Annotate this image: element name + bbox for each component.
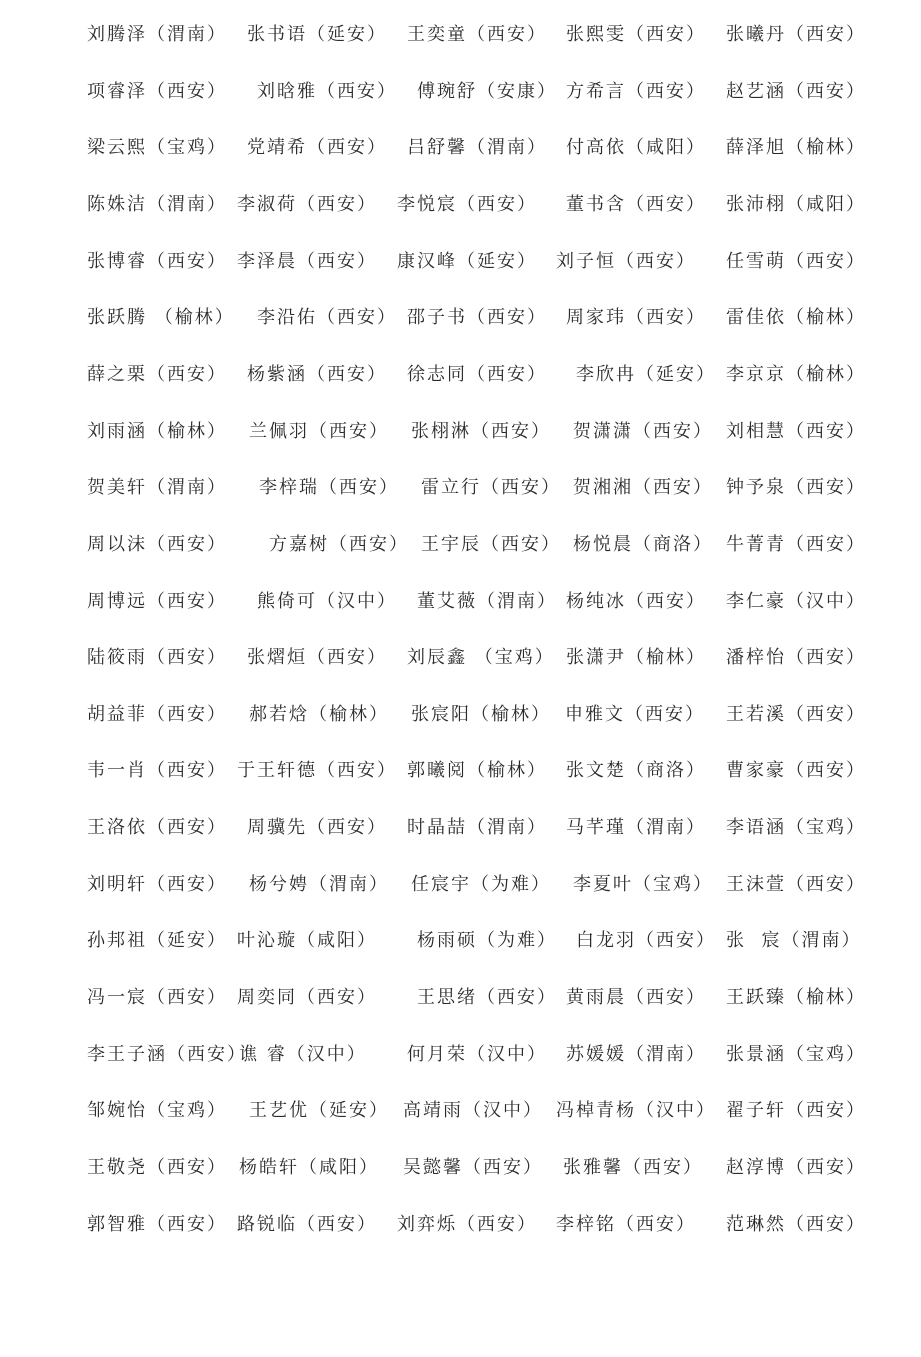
- name-entry: 刘辰鑫 （宝鸡）: [407, 647, 555, 669]
- name-entry: 刘腾泽（渭南）: [87, 24, 227, 45]
- name-entry: 郭曦阅（榆林）: [407, 760, 547, 782]
- name-entry: 孙邦祖（延安）: [87, 930, 227, 952]
- name-entry: 贺潇潇（西安）: [573, 420, 713, 442]
- name-entry: 李梓铭（西安）: [556, 1213, 696, 1235]
- name-entry: 李沿佑（西安）: [257, 307, 397, 329]
- name-entry: 陈姝洁（渭南）: [87, 193, 227, 215]
- name-entry: 张博睿（西安）: [87, 250, 227, 272]
- name-entry: 王沫萱（西安）: [726, 873, 866, 895]
- name-entry: 李京京（榆林）: [726, 363, 866, 385]
- name-entry: 钟予泉（西安）: [726, 477, 866, 499]
- name-entry: 梁云熙（宝鸡）: [87, 137, 227, 159]
- name-entry: 高靖雨（汉中）: [403, 1100, 543, 1122]
- name-entry: 黄雨晨（西安）: [566, 987, 706, 1009]
- name-entry: 路锐临（西安）: [237, 1213, 377, 1235]
- name-entry: 刘晗雅（西安）: [257, 80, 397, 102]
- name-entry: 李泽晨（西安）: [237, 250, 377, 272]
- name-row: [0, 1210, 921, 1240]
- name-entry: 时晶喆（渭南）: [407, 817, 547, 839]
- name-row: [0, 926, 921, 956]
- name-entry: 李梓瑞（西安）: [259, 477, 399, 499]
- name-entry: 薛泽旭（榆林）: [726, 137, 866, 159]
- name-row: [0, 813, 921, 843]
- name-entry: 邹婉怡（宝鸡）: [87, 1100, 227, 1122]
- name-row: [0, 643, 921, 673]
- name-entry: 张文楚（商洛）: [566, 760, 706, 782]
- name-entry: 申雅文（西安）: [565, 703, 705, 725]
- name-entry: 牛菁青（西安）: [726, 533, 866, 555]
- name-entry: 李悦宸（西安）: [397, 193, 537, 215]
- name-entry: 王奕童（西安）: [407, 24, 547, 45]
- name-entry: 冯棹青杨（汉中）: [556, 1100, 716, 1122]
- name-entry: 雷立行（西安）: [421, 477, 561, 499]
- name-entry: 谯 睿（汉中）: [239, 1043, 367, 1065]
- name-entry: 杨皓轩（咸阳）: [239, 1157, 379, 1178]
- name-entry: 张沛栩（咸阳）: [726, 193, 866, 215]
- name-entry: 赵艺涵（西安）: [726, 80, 866, 102]
- name-entry: 张曦丹（西安）: [726, 24, 866, 45]
- name-entry: 于王轩德（西安）: [237, 760, 397, 782]
- name-row: [0, 417, 921, 447]
- name-entry: 王敬尧（西安）: [87, 1157, 227, 1178]
- name-row: [0, 983, 921, 1013]
- name-entry: 方希言（西安）: [566, 80, 706, 102]
- name-row: [0, 190, 921, 220]
- name-entry: 张 宸（渭南）: [726, 930, 862, 952]
- name-entry: 项睿泽（西安）: [87, 80, 227, 102]
- name-entry: 雷佳依（榆林）: [726, 307, 866, 329]
- name-entry: 曹家豪（西安）: [726, 760, 866, 782]
- name-entry: 何月荣（汉中）: [407, 1043, 547, 1065]
- name-entry: 刘弈烁（西安）: [397, 1213, 537, 1235]
- name-entry: 董艾薇（渭南）: [417, 590, 557, 612]
- name-entry: 杨雨硕（为难）: [417, 930, 557, 952]
- name-entry: 李仁豪（汉中）: [726, 590, 866, 612]
- name-entry: 韦一肖（西安）: [87, 760, 227, 782]
- name-entry: 叶沁璇（咸阳）: [237, 930, 377, 952]
- name-row: [0, 473, 921, 503]
- name-entry: 赵淳博（西安）: [726, 1157, 866, 1178]
- name-entry: 郭智雅（西安）: [87, 1213, 227, 1235]
- name-entry: 方嘉树（西安）: [269, 533, 409, 555]
- name-entry: 周家玮（西安）: [566, 307, 706, 329]
- name-entry: 傅琬舒（安康）: [417, 80, 557, 102]
- name-entry: 刘相慧（西安）: [726, 420, 866, 442]
- name-entry: 张熙雯（西安）: [566, 24, 706, 45]
- name-entry: 冯一宸（西安）: [87, 987, 227, 1009]
- name-entry: 任雪萌（西安）: [726, 250, 866, 272]
- name-entry: 范琳然（西安）: [726, 1213, 866, 1235]
- name-entry: 董书含（西安）: [566, 193, 706, 215]
- name-row: [0, 1153, 921, 1183]
- name-entry: 潘梓怡（西安）: [726, 647, 866, 669]
- name-row: [0, 133, 921, 163]
- name-entry: 王洛依（西安）: [87, 817, 227, 839]
- name-row: [0, 1096, 921, 1126]
- name-entry: 马芊瑾（渭南）: [566, 817, 706, 839]
- name-row: [0, 700, 921, 730]
- name-entry: 刘子恒（西安）: [556, 250, 696, 272]
- name-row: [0, 756, 921, 786]
- name-entry: 任宸宇（为难）: [411, 873, 551, 895]
- name-entry: 党靖希（西安）: [247, 137, 387, 159]
- name-row: [0, 587, 921, 617]
- name-row: [0, 530, 921, 560]
- name-entry: 张雅馨（西安）: [563, 1157, 703, 1178]
- name-entry: 张跃腾 （榆林）: [87, 307, 235, 329]
- name-entry: 陆筱雨（西安）: [87, 647, 227, 669]
- name-entry: 周骥先（西安）: [247, 817, 387, 839]
- name-entry: 李淑荷（西安）: [237, 193, 377, 215]
- name-entry: 吕舒馨（渭南）: [407, 137, 547, 159]
- name-entry: 康汉峰（延安）: [397, 250, 537, 272]
- name-entry: 兰佩羽（西安）: [249, 420, 389, 442]
- name-entry: 胡益菲（西安）: [87, 703, 227, 725]
- name-entry: 徐志同（西安）: [407, 363, 547, 385]
- name-row: [0, 20, 921, 50]
- name-entry: 杨纯冰（西安）: [566, 590, 706, 612]
- name-entry: 贺美轩（渭南）: [87, 477, 227, 499]
- name-entry: 张熠烜（西安）: [247, 647, 387, 669]
- name-row: [0, 77, 921, 107]
- name-row: [0, 1040, 921, 1070]
- name-entry: 杨紫涵（西安）: [247, 363, 387, 385]
- name-entry: 苏媛媛（渭南）: [566, 1043, 706, 1065]
- name-row: [0, 870, 921, 900]
- name-entry: 李欣冉（延安）: [576, 363, 716, 385]
- name-entry: 周博远（西安）: [87, 590, 227, 612]
- name-entry: 杨悦晨（商洛）: [573, 533, 713, 555]
- name-entry: 杨兮娉（渭南）: [249, 873, 389, 895]
- name-entry: 吴懿馨（西安）: [403, 1157, 543, 1178]
- name-entry: 张栩淋（西安）: [411, 420, 551, 442]
- name-entry: 王若溪（西安）: [726, 703, 866, 725]
- name-entry: 熊倚可（汉中）: [257, 590, 397, 612]
- name-entry: 王宇辰（西安）: [421, 533, 561, 555]
- name-entry: 薛之栗（西安）: [87, 363, 227, 385]
- name-entry: 白龙羽（西安）: [576, 930, 716, 952]
- name-row: [0, 247, 921, 277]
- name-entry: 张景涵（宝鸡）: [726, 1043, 866, 1065]
- name-entry: 张书语（延安）: [247, 24, 387, 45]
- name-entry: 王艺优（延安）: [249, 1100, 389, 1122]
- name-entry: 王思绪（西安）: [417, 987, 557, 1009]
- name-entry: 王跃臻（榆林）: [726, 987, 866, 1009]
- name-row: [0, 360, 921, 390]
- name-entry: 贺湘湘（西安）: [573, 477, 713, 499]
- name-entry: 张宸阳（榆林）: [411, 703, 551, 725]
- name-entry: 李王子涵（西安）: [87, 1043, 247, 1065]
- name-entry: 郝若焓（榆林）: [249, 703, 389, 725]
- name-entry: 邵子书（西安）: [407, 307, 547, 329]
- name-entry: 周以沫（西安）: [87, 533, 227, 555]
- name-entry: 刘雨涵（榆林）: [87, 420, 227, 442]
- name-entry: 刘明轩（西安）: [87, 873, 227, 895]
- name-entry: 付高依（咸阳）: [566, 137, 706, 159]
- name-entry: 翟子轩（西安）: [726, 1100, 866, 1122]
- name-row: [0, 303, 921, 333]
- name-entry: 李夏叶（宝鸡）: [573, 873, 713, 895]
- name-entry: 张潇尹（榆林）: [566, 647, 706, 669]
- name-entry: 周奕同（西安）: [237, 987, 377, 1009]
- name-entry: 李语涵（宝鸡）: [726, 817, 866, 839]
